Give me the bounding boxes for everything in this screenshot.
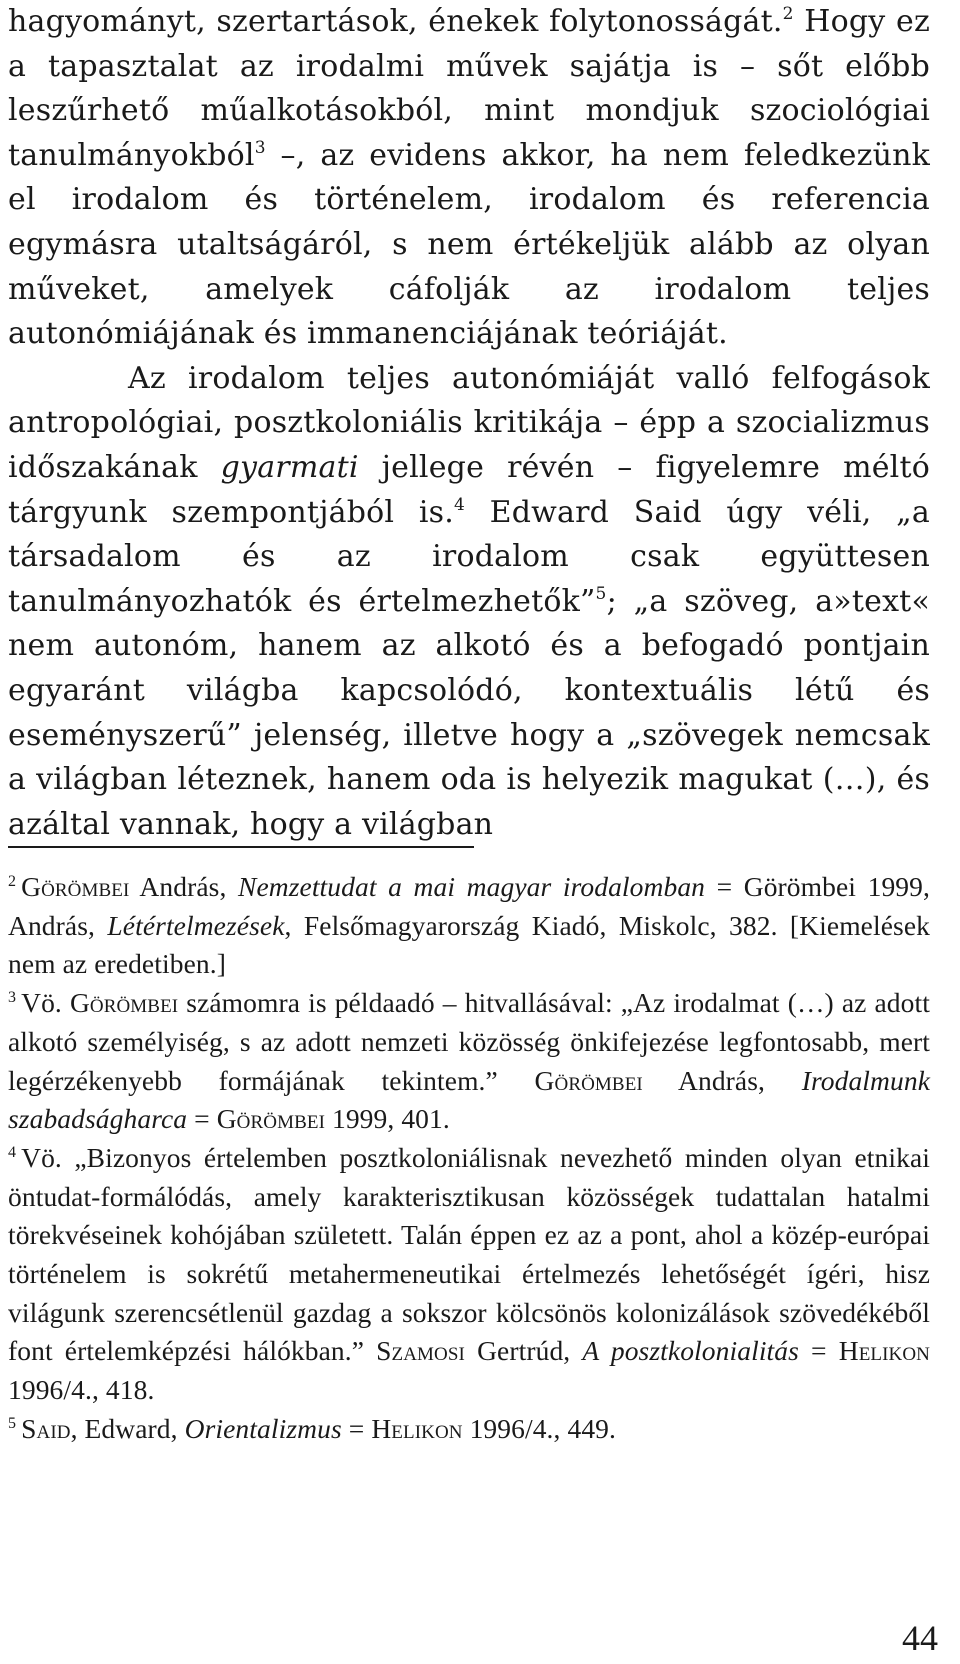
author-name: Görömbei xyxy=(216,1103,325,1135)
page-number: 44 xyxy=(902,1618,938,1658)
text-run: , Edward, xyxy=(70,1412,185,1444)
footnote-separator xyxy=(8,846,474,848)
author-name: Görömbei xyxy=(534,1064,643,1096)
work-title: A posztkolonialitás xyxy=(582,1335,799,1367)
author-name: Szamosi xyxy=(376,1335,465,1367)
author-name: Görömbei xyxy=(21,871,130,902)
text-run: = xyxy=(187,1103,217,1135)
text-run: = xyxy=(798,1335,839,1367)
journal-name: Helikon xyxy=(838,1335,930,1367)
text-run: Hogy ez a tapasztalat az irodalmi művek sajátja is – sőt előbb leszűrhető műalkotásokból, mint mondjuk szociológiai tanulmányokból xyxy=(8,4,930,173)
text-run: Az irodalom teljes autonómiáját valló felfogások antropológiai, posztkoloniális kritikája – épp a szocializmus időszakának xyxy=(8,360,930,485)
text-run: számomra is példaadó – hitvallásával: „Az irodalmat (…) az adott alkotó személyiség, s az adott nemzeti közösség önkifejezése legfontosabb, mert legérzékenyebb formájának tekintem.” xyxy=(8,987,930,1096)
work-title: Nemzettudat a mai magyar irodalomban xyxy=(238,871,706,902)
footnote-number: 4 xyxy=(8,1143,17,1161)
text-run: Gertrúd, xyxy=(464,1335,583,1367)
document-page xyxy=(8,0,930,1444)
footnotes xyxy=(8,868,930,1449)
main-text xyxy=(8,0,930,847)
author-name: Görömbei xyxy=(69,987,179,1019)
footnote-2 xyxy=(8,868,930,984)
text-run: András, xyxy=(129,871,238,902)
italic-term: gyarmati xyxy=(220,449,359,485)
work-title: Irodalmunk szabadságharca xyxy=(8,1064,930,1135)
text-run: Vö. xyxy=(21,987,70,1019)
footnote-ref-5[interactable]: 5 xyxy=(595,583,607,604)
footnote-number: 2 xyxy=(8,873,17,890)
text-run: ; „a szöveg, a»text« nem autonóm, hanem az alkotó és a befogadó pontjain egyaránt világba kapcsolódó, kontextuális létű és eseményszerű” jelenség, illetve hogy a „szövegek nemcsak a világban léteznek, hanem oda is helyezik magukat (…), és azáltal vannak, hogy a világban xyxy=(8,583,930,842)
text-run: , Felsőmagyarország Kiadó, Miskolc, 382. [Kiemelések nem az eredetiben.] xyxy=(8,909,930,980)
text-run: 1996/4., 449. xyxy=(462,1412,617,1444)
journal-name: Helikon xyxy=(371,1412,463,1444)
text-run: 1996/4., 418. xyxy=(8,1374,155,1406)
footnote-number: 3 xyxy=(8,989,17,1007)
text-run: Vö. „Bizonyos értelemben posztkoloniálisnak nevezhető minden olyan etnikai öntudat-formálódás, amely karakterisztikusan közösségek tudattalan hatalmi törekvéseinek kohójában született. Talán éppen ez az a pont, ahol a közép-európai történelem is sokrétű metahermeneutikai értelmezés lehetőségét ígéri, hisz világunk szerencsétlenül gazdag a sokszor kölcsönös kolonizálások szövedékéből font értelemképzési hálókban.” xyxy=(8,1141,930,1367)
text-run: Edward Said úgy véli, „a társadalom és az irodalom csak együttesen tanulmányozhatók és értelmezhetők” xyxy=(8,494,930,619)
text-run: jellege révén – figyelemre méltó tárgyunk szempontjából is. xyxy=(8,449,930,530)
footnote-ref-2[interactable]: 2 xyxy=(782,4,794,24)
text-run: = xyxy=(341,1412,372,1444)
paragraph-2 xyxy=(8,357,930,848)
text-run: hagyományt, szertartások, énekek folytonosságát. xyxy=(8,4,783,39)
work-title: Létértelmezések xyxy=(107,909,285,941)
paragraph-1 xyxy=(8,0,930,357)
footnote-4 xyxy=(8,1139,930,1410)
footnote-5 xyxy=(8,1410,930,1449)
text-run: = Görömbei 1999, András, xyxy=(8,871,930,941)
work-title: Orientalizmus xyxy=(184,1412,342,1444)
footnote-ref-4[interactable]: 4 xyxy=(453,494,465,515)
footnote-number: 5 xyxy=(8,1414,17,1432)
text-run: 1999, 401. xyxy=(325,1103,450,1135)
text-run: –, az evidens akkor, ha nem feledkezünk el irodalom és történelem, irodalom és referencia egymásra utaltságáról, s nem értékeljük alább az olyan műveket, amelyek cáfolják az irodalom teljes autonómiájának és immanenciájának teóriáját. xyxy=(8,137,930,352)
footnote-ref-3[interactable]: 3 xyxy=(254,137,266,158)
text-run: András, xyxy=(642,1064,802,1096)
author-name: Said xyxy=(21,1412,71,1444)
footnote-3 xyxy=(8,984,930,1139)
